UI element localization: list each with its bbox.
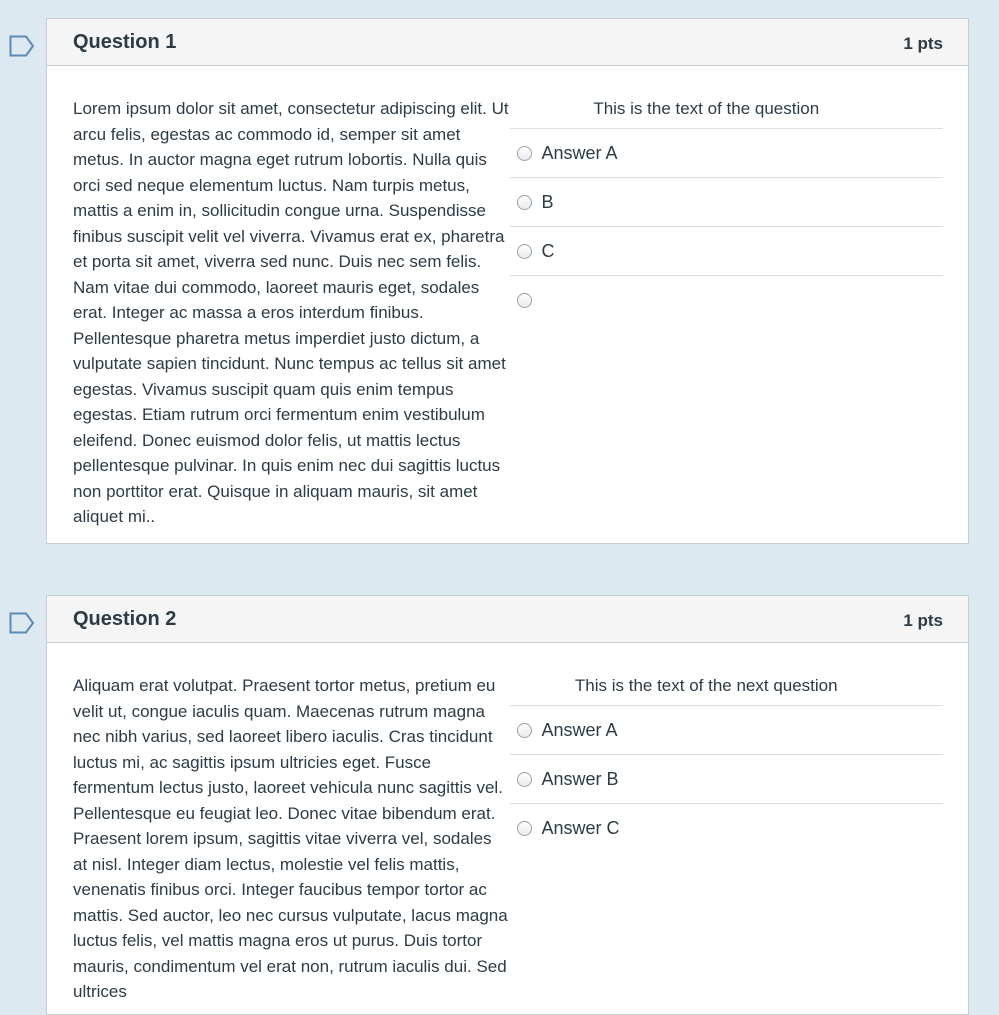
question-header <box>47 596 968 643</box>
question-text: This is the text of the question <box>510 98 944 129</box>
question-body <box>47 66 968 530</box>
answer-label: Answer A <box>541 719 618 740</box>
answer-option-c[interactable] <box>510 804 944 853</box>
answer-option-b[interactable] <box>510 178 944 227</box>
bookmark-flag-icon[interactable] <box>9 612 35 634</box>
answer-label: Answer A <box>541 142 618 163</box>
answer-option-d[interactable] <box>510 276 944 325</box>
question-text: This is the text of the next question <box>510 675 944 706</box>
answer-option-b[interactable] <box>510 755 944 804</box>
answer-label: C <box>541 240 555 261</box>
answer-label: B <box>541 191 554 212</box>
question-card-2 <box>46 595 969 1015</box>
radio-button[interactable] <box>517 244 532 259</box>
radio-button[interactable] <box>517 146 532 161</box>
answer-label: Answer B <box>541 768 619 789</box>
question-points: 1 pts <box>903 610 943 630</box>
passage-text: Lorem ipsum dolor sit amet, consectetur adipiscing elit. Ut arcu felis, egestas ac commodo id, semper sit amet metus. In auctor magna eget rutrum lobortis. Nulla quis orci sed neque elementum luctus. Nam turpis metus, mattis a enim in, sollicitudin congue urna. Suspendisse finibus suscipit velit vel viverra. Vivamus erat ex, pharetra et porta sit amet, viverra sed nunc. Duis nec sem felis. Nam vitae dui commodo, laoreet mauris eget, sodales erat. Integer ac massa a eros interdum finibus. Pellentesque pharetra metus imperdiet justo dictum, a vulputate sapien tincidunt. Nunc tempus ac tellus sit amet egestas. Vivamus suscipit quam quis enim tempus egestas. Etiam rutrum orci fermentum enim vestibulum eleifend. Donec euismod dolor felis, ut mattis lectus pellentesque pulvinar. In quis enim nec dui sagittis luctus non porttitor erat. Quisque in aliquam mauris, sit amet aliquet mi.. <box>73 99 509 526</box>
question-body <box>47 643 968 1005</box>
answer-label: Answer C <box>541 818 620 838</box>
radio-button[interactable] <box>517 293 532 308</box>
answer-option-c[interactable] <box>510 227 944 276</box>
passage-text: Aliquam erat volutpat. Praesent tortor metus, pretium eu velit ut, congue iaculis quam. Maecenas rutrum magna nec nibh varius, sed laoreet libero iaculis. Cras tincidunt luctus mi, ac sagittis ipsum ultricies eget. Fusce fermentum lectus justo, laoreet vehicula nunc sagittis vel. Pellentesque eu feugiat leo. Donec vitae bibendum erat. Praesent lorem ipsum, sagittis vitae viverra vel, sodales at nisl. Integer diam lectus, molestie vel felis mattis, venenatis finibus orci. Integer faucibus tempor tortor ac mattis. Sed auctor, leo nec cursus vulputate, lacus magna luctus felis, vel mattis magna eros ut purus. Duis tortor mauris, condimentum vel erat non, rutrum iaculis dui. Sed ultrices <box>73 676 508 1001</box>
question-title: Question 1 <box>73 30 177 53</box>
radio-button[interactable] <box>517 723 532 738</box>
answer-panel <box>510 675 944 1005</box>
answer-option-a[interactable] <box>510 129 944 178</box>
question-points: 1 pts <box>903 33 943 53</box>
bookmark-flag-icon[interactable] <box>9 35 35 57</box>
answer-panel <box>510 98 944 530</box>
question-title: Question 2 <box>73 607 177 630</box>
radio-button[interactable] <box>517 821 532 836</box>
radio-button[interactable] <box>517 195 532 210</box>
question-card-1 <box>46 18 969 544</box>
radio-button[interactable] <box>517 772 532 787</box>
question-header <box>47 19 968 66</box>
answer-option-a[interactable] <box>510 706 944 755</box>
